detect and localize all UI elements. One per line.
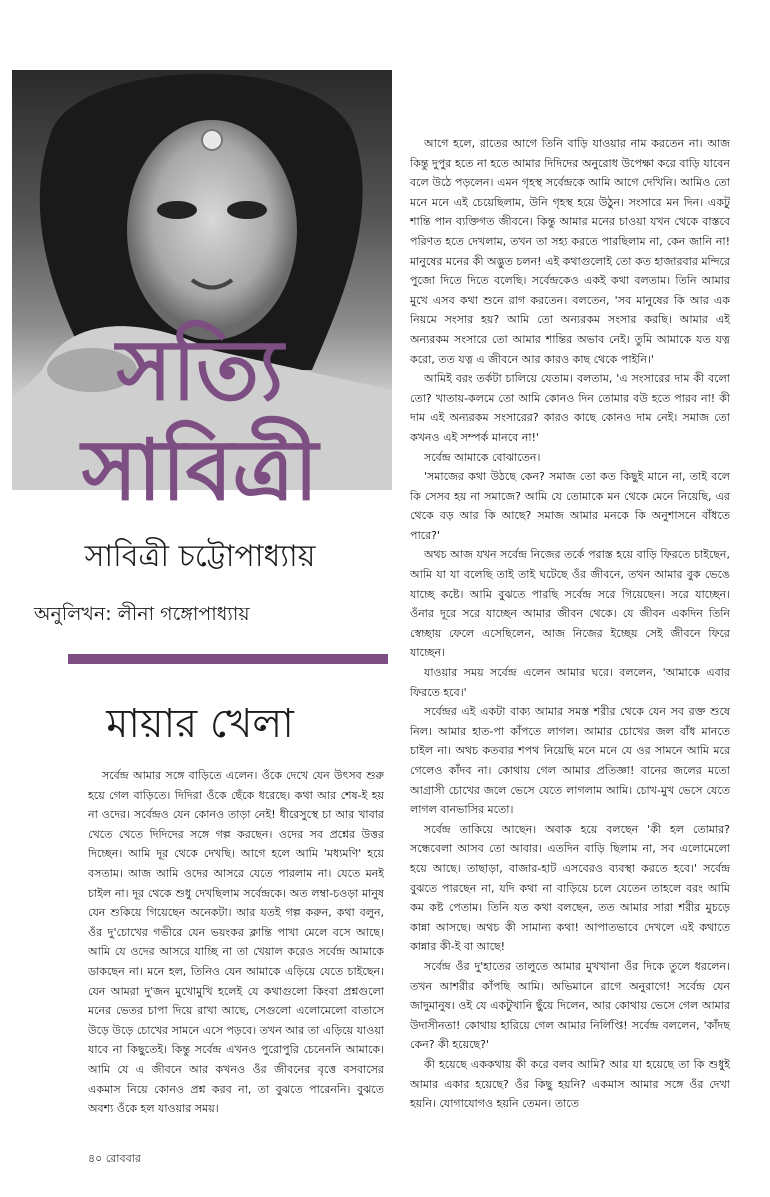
paragraph: আমিই বরং তর্কটা চালিয়ে যেতাম। বলতাম, 'এ সংসারের দাম কী বলো তো? খাতায়-কলমে তো আমি কোনও দিন তোমার বউ হতে পারব না! কী দাম এই অন্যরকম সংসারের? কারও কাছে কোনও দাম নেই। সমাজ তো কখনও এই সম্পর্ক মানবে না!' xyxy=(410,372,730,444)
page-footer: ৪০ রোববার xyxy=(88,1152,141,1165)
divider-bar xyxy=(68,654,388,664)
paragraph: কী হয়েছে এককথায় কী করে বলব আমি? আর যা হয়েছে তা কি শুধুই আমার একার হয়েছে? ওঁর কিছু হয়নি? একমাস আমার সঙ্গে ওঁর দেখা হয়নি। যোগাযোগও হয়নি তেমন। তাতে xyxy=(410,1057,730,1111)
paragraph: সর্বেন্দ্র আমাকে বোঝাতেন। xyxy=(424,450,541,464)
author-name: সাবিত্রী চট্টোপাধ্যায় xyxy=(84,539,316,574)
paragraph: সর্বেন্দ্রর এই একটা বাক্য আমার সমস্ত শরীর থেকে যেন সব রক্ত শুষে নিল। আমার হাত-পা কাঁপতে লাগল। আমার চোখের জল বাঁধ মানতে চাইল না। অথচ কতবার শপথ নিয়েছি মনে মনে যে ওর সামনে আমি মরে গেলেও কাঁদব না। কোথায় গেল আমার প্রতিজ্ঞা! বানের জলের মতো আগ্রাসী চোখের জলে ভেসে যেতে লাগলাম আমি। চোখ-মুখ ভেসে যেতে লাগল বানভাসির মতো। xyxy=(410,705,730,817)
left-column xyxy=(88,766,384,1119)
transcriber-credit: অনুলিখন: লীনা গঙ্গোপাধ্যায় xyxy=(34,603,250,625)
article-title-line1: সত্যি xyxy=(116,320,284,419)
paragraph: সর্বেন্দ্র তাকিয়ে আছেন। অবাক হয়ে বলছেন 'কী হল তোমার? সন্ধেবেলা আসব তো আবার। এতদিন বাড়ি ছিলাম না, সব এলোমেলো হয়ে আছে। তাছাড়া, বাজার-হাট এসবেরও ব্যবস্থা করতে হবে।' সর্বেন্দ্র বুঝতে পারছেন না, যদি কথা না বাড়িয়ে চলে যেতেন তাহলে বরং আমি কম কষ্ট পেতাম। তিনি যত কথা বলছেন, তত আমার সারা শরীর মুচড়ে কান্না আসছে। অথচ কী সামান্য কথা! আপাতভাবে দেখলে এই কথাতে কান্নার কী-ই বা আছে! xyxy=(410,822,730,954)
paragraph: সর্বেন্দ্র আমার সঙ্গে বাড়িতে এলেন। ওঁকে দেখে যেন উৎসব শুরু হয়ে গেল বাড়িতে। দিদিরা ওঁকে ছেঁকে ধরেছে। কথা আর শেষ-ই হয় না ওদের। সর্বেন্দ্রও যেন কোনও তাড়া নেই! ধীরেসুস্থে চা আর খাবার খেতে খেতে দিদিদের সঙ্গে গল্প করছেন। ওদের সব প্রশ্নের উত্তর দিচ্ছেন। আমি দূর থেকে দেখছি। আগে হলে আমি 'মধ্যমণি' হয়ে বসতাম। আজ আমি ওদের আসরে যেতে পারলাম না। যেতে মনই চাইল না। দূর থেকে শুধু দেখছিলাম সর্বেন্দ্রকে। অত লম্বা-চওড়া মানুষ যেন শুকিয়ে গিয়েছেন অনেকটা। আর যতই গল্প করুন, কথা বলুন, ওঁর দু'চোখের গভীরে যেন ভয়ংকর ক্লান্তি পাখা মেলে বসে আছে। আমি যে ওদের আসরে যাচ্ছি না তা খেয়াল করেও সর্বেন্দ্র আমাকে ডাকছেন না। মনে হল, তিনিও যেন আমাকে এড়িয়ে যেতে চাইছেন। যেন আমরা দু'জন মুখোমুখি হলেই যে কথাগুলো কিংবা প্রশ্নগুলো মনের ভেতর চাপা দিয়ে রাখা আছে, সেগুলো এলোমেলো বাতাসে উড়ে উড়ে চোখের সামনে এসে পড়বে। তখন আর তা এড়িয়ে যাওয়া যাবে না কিছুতেই। কিন্তু সর্বেন্দ্র এখনও পুরোপুরি চেনেননি আমাকে। আমি যে এ জীবনে আর কখনও ওঁর জীবনের বৃত্তে বসবাসের একমাস নিয়ে কোনও প্রশ্ন করব না, তা বুঝতে পারেননি। বুঝতে অবশ্য ওঁকে হল যাওয়ার সময়। xyxy=(88,769,384,1116)
paragraph: সর্বেন্দ্র ওঁর দু'হাতের তালুতে আমার মুখখানা ওঁর দিকে তুলে ধরলেন। তখন আশরীর কাঁপছি আমি। অভিমানে রাগে অনুরাগে! সর্বেন্দ্র যেন জাদুমানুষ। ওই যে একটুখানি ছুঁয়ে দিলেন, আর কোথায় ভেসে গেল আমার উদাসীনতা! কোথায় হারিয়ে গেল আমার নির্লিপ্তি! সর্বেন্দ্র বললেন, 'কাঁদছ কেন? কী হয়েছে?' xyxy=(410,959,730,1052)
paragraph: আগে হলে, রাতের আগে তিনি বাড়ি যাওয়ার নাম করতেন না। আজ কিন্তু দুপুর হতে না হতে আমার দিদিদের অনুরোধ উপেক্ষা করে বাড়ি যাবেন বলে উঠে পড়লেন। এমন গৃহস্থ সর্বেন্দ্রকে আমি আগে দেখিনি। আমিও তো মনে মনে এই চেয়েছিলাম, উনি গৃহস্থ হয়ে উঠুন। সংসারে মন দিন। একটু শান্তি পান ব্যক্তিগত জীবনে। কিন্তু আমার মনের চাওয়া যখন থেকে বাস্তবে পরিণত হতে দেখলাম, তখন তা সহ্য করতে পারছিলাম না, কেন জানি না! মানুষের মনের কী অদ্ভুত চলন! এই কথাগুলোই তো কত হাজারবার মন্দিরে পুজো দিতে দিতে বলেছি। সর্বেন্দ্রকেও একই কথা বলতাম। তিনি আমার মুখে এসব কথা শুনে রাগ করতেন। বলতেন, 'সব মানুষের কি আর এক নিয়মে সংসার হয়? আমি তো অন্যরকম সংসার করছি। আমার এই অন্যরকম সংসারে তো আমার শান্তির অভাব নেই। তুমি আমাকে যত যত্ন করো, তত যত্ন এ জীবনে আর কারও কাছ থেকে পাইনি।' xyxy=(410,137,730,366)
article-title-line2: সাবিত্রী xyxy=(81,420,319,519)
paragraph: যাওয়ার সময় সর্বেন্দ্র এলেন আমার ঘরে। বললেন, 'আমাকে এবার ফিরতে হবে।' xyxy=(410,666,730,699)
paragraph: 'সমাজের কথা উঠছে কেন? সমাজ তো কত কিছুই মানে না, তাই বলে কি সেসব হয় না সমাজে? আমি যে তোমাকে মন থেকে মেনে নিয়েছি, এর থেকে বড় আর কি আছে? সমাজ আমার মনকে কি অনুশাসনে বাঁধতে পারে?' xyxy=(410,470,730,542)
paragraph: অথচ আজ যখন সর্বেন্দ্র নিজের তর্কে পরাস্ত হয়ে বাড়ি ফিরতে চাইছেন, আমি যা যা বলেছি তাই তাই ঘটেছে ওঁর জীবনে, তখন আমার বুক ভেঙে যাচ্ছে কষ্টে। আমি বুঝতে পারছি সর্বেন্দ্র সরে গিয়েছেন। সরে যাচ্ছেন। ওঁনার দূরে সরে যাচ্ছেন আমার জীবন থেকে। যে জীবন একদিন তিনি স্বেচ্ছায় ফেলে এসেছিলেন, আজ নিজের ইচ্ছেয় সেই জীবনে ফিরে যাচ্ছেন। xyxy=(410,548,730,660)
section-title: মায়ার খেলা xyxy=(106,701,294,747)
right-column xyxy=(410,134,730,1114)
